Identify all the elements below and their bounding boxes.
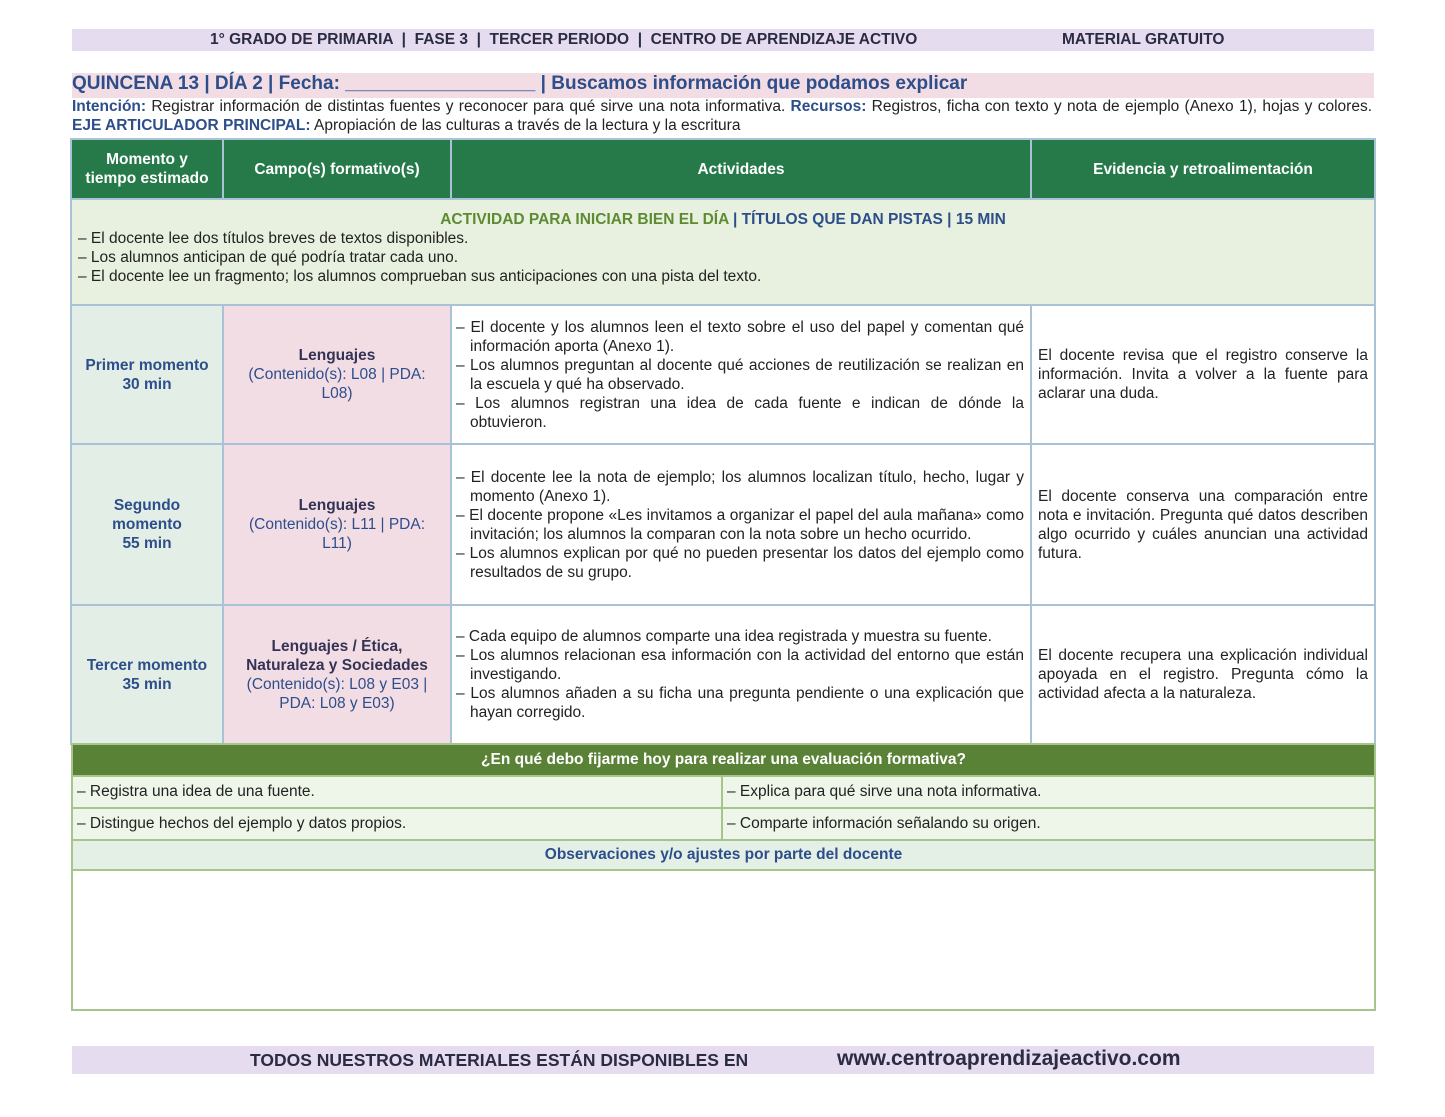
campo-cell [223,444,451,605]
start-activity-row [71,199,1375,305]
activity-item: – Los alumnos relacionan esa información con la actividad del entorno que están investigando. [456,647,1024,683]
footer-url-link[interactable]: www.centroaprendizajeactivo.com [837,1047,1181,1070]
header-actividades: Actividades [451,139,1031,199]
start-activity-title [78,210,1368,229]
campo-cell [223,605,451,744]
table-row [71,605,1375,744]
evidencia-cell: El docente recupera una explicación individual apoyada en el registro. Pregunta cómo la actividad afecta a la naturaleza. [1031,605,1375,744]
table-row [71,305,1375,444]
momento-cell [71,605,223,744]
planning-table [70,138,1376,745]
actividades-cell [451,305,1031,444]
evaluation-table [71,743,1376,1011]
campo-contenido: (Contenido(s): L08 y E03 | PDA: L08 y E03) [246,675,428,712]
momento-time: 55 min [122,535,172,552]
campo-contenido: (Contenido(s): L11 | PDA: L11) [248,516,426,552]
campo-name: Lenguajes [298,347,376,364]
header-free-material: MATERIAL GRATUITO [1062,31,1225,48]
header-campo: Campo(s) formativo(s) [223,139,451,199]
activity-item: – El docente propone «Les invitamos a organizar el papel del aula mañana» como invitación; los alumnos la comparan con la nota sobre un hecho ocurrido. [456,506,1024,543]
start-item: – El docente lee dos títulos breves de textos disponibles. [78,230,469,247]
campo-contenido: (Contenido(s): L08 | PDA: L08) [248,366,426,402]
momento-name: Tercer momento [86,656,208,674]
evaluation-item: – Distingue hechos del ejemplo y datos propios. [72,808,722,840]
observations-title: Observaciones y/o ajustes por parte del docente [72,840,1375,870]
activity-item: – Los alumnos preguntan al docente qué acciones de reutilización se realizan en la escuela y qué ha observado. [456,356,1024,393]
campo-name: Lenguajes [298,497,376,514]
eje-label: EJE ARTICULADOR PRINCIPAL: [72,117,311,134]
recursos-text: Registros, ficha con texto y nota de ejemplo (Anexo 1), hojas y colores. [866,98,1373,115]
evidencia-cell: El docente revisa que el registro conserve la información. Invita a volver a la fuente para aclarar una duda. [1031,305,1375,444]
footer-text: TODOS NUESTROS MATERIALES ESTÁN DISPONIBLES EN [250,1050,749,1070]
start-title-blue: | TÍTULOS QUE DAN PISTAS | 15 MIN [728,211,1006,228]
momento-time: 30 min [122,375,172,393]
activity-item: – Los alumnos añaden a su ficha una pregunta pendiente o una explicación que hayan corregido. [456,685,1024,721]
evaluation-item: – Explica para qué sirve una nota informativa. [722,776,1375,808]
evaluation-title: ¿En qué debo fijarme hoy para realizar una evaluación formativa? [72,744,1375,776]
momento-name: Segundo momento [112,497,182,533]
header-band [72,29,1374,51]
momento-name: Primer momento [85,356,209,374]
start-item: – El docente lee un fragmento; los alumnos comprueban sus anticipaciones con una pista del texto. [78,268,762,285]
evaluation-item: – Registra una idea de una fuente. [72,776,722,808]
activity-item: – El docente lee la nota de ejemplo; los alumnos localizan título, hecho, lugar y momento (Anexo 1). [456,468,1024,505]
activity-item: – El docente y los alumnos leen el texto sobre el uso del papel y comentan qué información aporta (Anexo 1). [456,318,1024,355]
footer-band [72,1046,1374,1074]
table-row [71,444,1375,605]
actividades-cell [451,444,1031,605]
start-item: – Los alumnos anticipan de qué podría tratar cada uno. [78,249,459,266]
intro-text [72,97,1372,135]
intencion-text: Registrar información de distintas fuentes y reconocer para qué sirve una nota informativa. [146,98,791,115]
header-evidencia: Evidencia y retroalimentación [1031,139,1375,199]
momento-time: 35 min [122,675,172,693]
evaluation-item: – Comparte información señalando su origen. [722,808,1375,840]
table-header-row [71,139,1375,199]
momento-cell [71,305,223,444]
campo-name: Lenguajes / Ética, Naturaleza y Sociedades [246,637,428,674]
eje-text: Apropiación de las culturas a través de la lectura y la escritura [310,117,741,134]
start-title-green: ACTIVIDAD PARA INICIAR BIEN EL DÍA [440,211,729,228]
activity-item: – Los alumnos registran una idea de cada fuente e indican de dónde la obtuvieron. [456,394,1024,431]
recursos-label: Recursos: [790,98,867,115]
header-momento: Momento y tiempo estimado [71,139,223,199]
header-info: 1° GRADO DE PRIMARIA | FASE 3 | TERCER PERIODO | CENTRO DE APRENDIZAJE ACTIVO [210,31,918,48]
start-activity-cell [71,199,1375,305]
actividades-cell [451,605,1031,744]
campo-cell [223,305,451,444]
observations-box[interactable] [72,870,1375,1010]
activity-item: – Cada equipo de alumnos comparte una idea registrada y muestra su fuente. [456,628,992,645]
activity-item: – Los alumnos explican por qué no pueden presentar los datos del ejemplo como resultados de su grupo. [456,544,1024,581]
page-title: QUINCENA 13 | DÍA 2 | Fecha: __________________ | Buscamos información que podamos explicar [72,73,968,94]
intencion-label: Intención: [72,98,147,115]
momento-cell [71,444,223,605]
evidencia-cell: El docente conserva una comparación entre nota e invitación. Pregunta qué datos describen algo ocurrido y cuáles anuncian una actividad futura. [1031,444,1375,605]
